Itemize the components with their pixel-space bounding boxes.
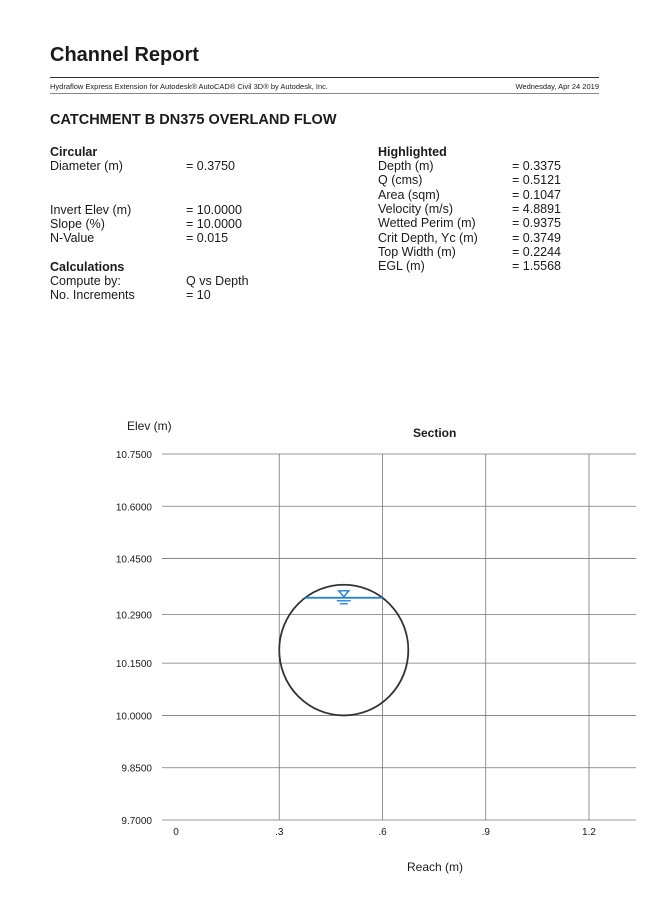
highlighted-value: = 0.5121 (512, 173, 562, 188)
diameter-label: Diameter (m) (50, 159, 123, 173)
highlighted-value: = 0.3749 (512, 230, 562, 245)
invert-value: = 10.0000 (186, 203, 242, 217)
y-tick-label: 9.8500 (121, 763, 152, 775)
x-tick-label: .6 (378, 827, 387, 838)
calculations-heading: Calculations (50, 260, 125, 274)
x-axis-title: Reach (m) (407, 860, 464, 874)
y-axis-title: Elev (m) (127, 419, 172, 433)
highlighted-value: = 0.3375 (512, 159, 562, 173)
project-title: CATCHMENT B DN375 OVERLAND FLOW (50, 112, 337, 128)
chart-title: Section (413, 426, 457, 440)
x-tick-label: 1.2 (582, 827, 596, 838)
increments-value: = 10 (186, 288, 211, 302)
report-date: Wednesday, Apr 24 2019 (515, 82, 599, 91)
x-tick-label: .3 (275, 827, 284, 838)
highlighted-label: Area (sqm) (378, 187, 440, 202)
highlighted-label: EGL (m) (378, 259, 425, 274)
y-tick-label: 10.0000 (115, 711, 152, 723)
y-tick-label: 10.2900 (115, 610, 152, 622)
highlighted-value: = 0.2244 (512, 244, 562, 259)
compute-label: Compute by: (50, 274, 121, 288)
report-title: Channel Report (50, 44, 199, 66)
highlighted-label: Top Width (m) (378, 244, 456, 259)
highlighted-value: = 0.9375 (512, 216, 562, 231)
water-level-symbol (339, 591, 349, 597)
circular-heading: Circular (50, 145, 98, 159)
invert-label: Invert Elev (m) (50, 203, 132, 217)
highlighted-label: Q (cms) (378, 173, 423, 188)
diameter-value: = 0.3750 (186, 159, 236, 173)
highlighted-value: = 0.1047 (512, 187, 562, 202)
y-tick-label: 10.6000 (115, 502, 152, 514)
y-tick-label: 10.1500 (115, 659, 152, 671)
increments-label: No. Increments (50, 288, 135, 302)
highlighted-label: Wetted Perim (m) (378, 216, 476, 231)
compute-value: Q vs Depth (186, 274, 249, 288)
y-tick-label: 9.7000 (121, 816, 152, 827)
highlighted-value: = 1.5568 (512, 259, 562, 274)
x-tick-label: 0 (173, 827, 179, 838)
nvalue-label: N-Value (50, 231, 95, 245)
y-tick-label: 10.7500 (115, 450, 152, 461)
y-tick-label: 10.4500 (115, 554, 152, 566)
x-tick-label: .9 (481, 827, 490, 838)
slope-label: Slope (%) (50, 217, 105, 231)
nvalue-value: = 0.015 (186, 231, 229, 245)
highlighted-value: = 4.8891 (512, 201, 562, 216)
highlighted-label: Depth (m) (378, 159, 434, 173)
software-credit: Hydraflow Express Extension for Autodesk® AutoCAD® Civil 3D® by Autodesk, Inc. (50, 82, 328, 91)
highlighted-heading: Highlighted (378, 145, 447, 159)
slope-value: = 10.0000 (186, 217, 242, 231)
highlighted-label: Crit Depth, Yc (m) (378, 230, 478, 245)
highlighted-label: Velocity (m/s) (378, 201, 454, 216)
